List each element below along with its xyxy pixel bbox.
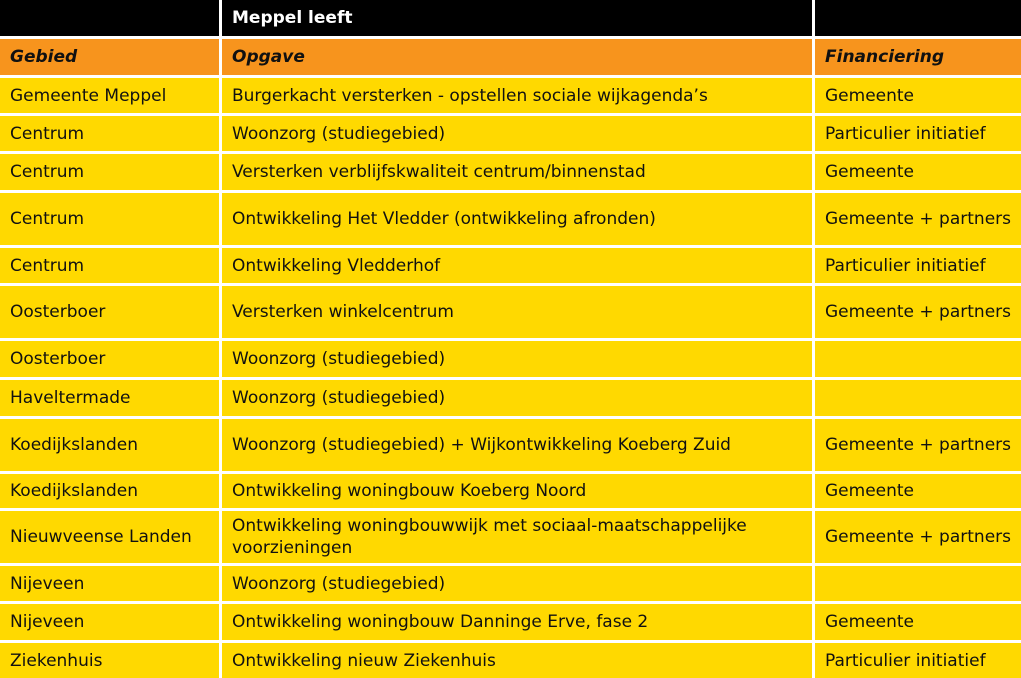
- cell-opgave: Woonzorg (studiegebied): [222, 116, 812, 151]
- cell-gebied: Centrum: [0, 116, 219, 151]
- cell-gebied: Oosterboer: [0, 286, 219, 338]
- cell-financiering: Gemeente: [815, 474, 1021, 508]
- cell-gebied: Gemeente Meppel: [0, 78, 219, 113]
- cell-financiering: Gemeente: [815, 604, 1021, 640]
- cell-opgave: Versterken winkelcentrum: [222, 286, 812, 338]
- header-opgave: Opgave: [222, 39, 812, 75]
- header-gebied: Gebied: [0, 39, 219, 75]
- cell-financiering: Gemeente: [815, 154, 1021, 190]
- cell-gebied: Koedijkslanden: [0, 474, 219, 508]
- cell-financiering: [815, 341, 1021, 377]
- cell-gebied: Nieuwveense Landen: [0, 511, 219, 563]
- title-blank-right: [815, 0, 1021, 36]
- title-blank-left: [0, 0, 219, 36]
- cell-financiering: Gemeente + partners: [815, 193, 1021, 245]
- cell-opgave: Ontwikkeling woningbouw Danninge Erve, fase 2: [222, 604, 812, 640]
- cell-financiering: Particulier initiatief: [815, 248, 1021, 283]
- cell-opgave: Woonzorg (studiegebied): [222, 380, 812, 416]
- header-financiering: Financiering: [815, 39, 1021, 75]
- cell-financiering: Gemeente: [815, 78, 1021, 113]
- cell-opgave: Versterken verblijfskwaliteit centrum/binnenstad: [222, 154, 812, 190]
- cell-financiering: Gemeente + partners: [815, 286, 1021, 338]
- cell-gebied: Centrum: [0, 248, 219, 283]
- cell-opgave: Burgerkacht versterken - opstellen sociale wijkagenda’s: [222, 78, 812, 113]
- cell-financiering: [815, 380, 1021, 416]
- table-title: Meppel leeft: [222, 0, 812, 36]
- cell-gebied: Koedijkslanden: [0, 419, 219, 471]
- cell-gebied: Oosterboer: [0, 341, 219, 377]
- cell-gebied: Centrum: [0, 193, 219, 245]
- cell-gebied: Ziekenhuis: [0, 643, 219, 678]
- cell-opgave: Ontwikkeling woningbouwwijk met sociaal-maatschappelijke voorzieningen: [222, 511, 812, 563]
- cell-opgave: Woonzorg (studiegebied): [222, 341, 812, 377]
- cell-opgave: Woonzorg (studiegebied): [222, 566, 812, 601]
- cell-gebied: Centrum: [0, 154, 219, 190]
- cell-opgave: Woonzorg (studiegebied) + Wijkontwikkeling Koeberg Zuid: [222, 419, 812, 471]
- cell-opgave: Ontwikkeling nieuw Ziekenhuis: [222, 643, 812, 678]
- cell-financiering: [815, 566, 1021, 601]
- cell-financiering: Particulier initiatief: [815, 643, 1021, 678]
- cell-financiering: Gemeente + partners: [815, 419, 1021, 471]
- cell-opgave: Ontwikkeling Vledderhof: [222, 248, 812, 283]
- cell-financiering: Particulier initiatief: [815, 116, 1021, 151]
- cell-gebied: Nijeveen: [0, 566, 219, 601]
- cell-gebied: Nijeveen: [0, 604, 219, 640]
- cell-opgave: Ontwikkeling Het Vledder (ontwikkeling afronden): [222, 193, 812, 245]
- cell-gebied: Haveltermade: [0, 380, 219, 416]
- cell-opgave: Ontwikkeling woningbouw Koeberg Noord: [222, 474, 812, 508]
- cell-financiering: Gemeente + partners: [815, 511, 1021, 563]
